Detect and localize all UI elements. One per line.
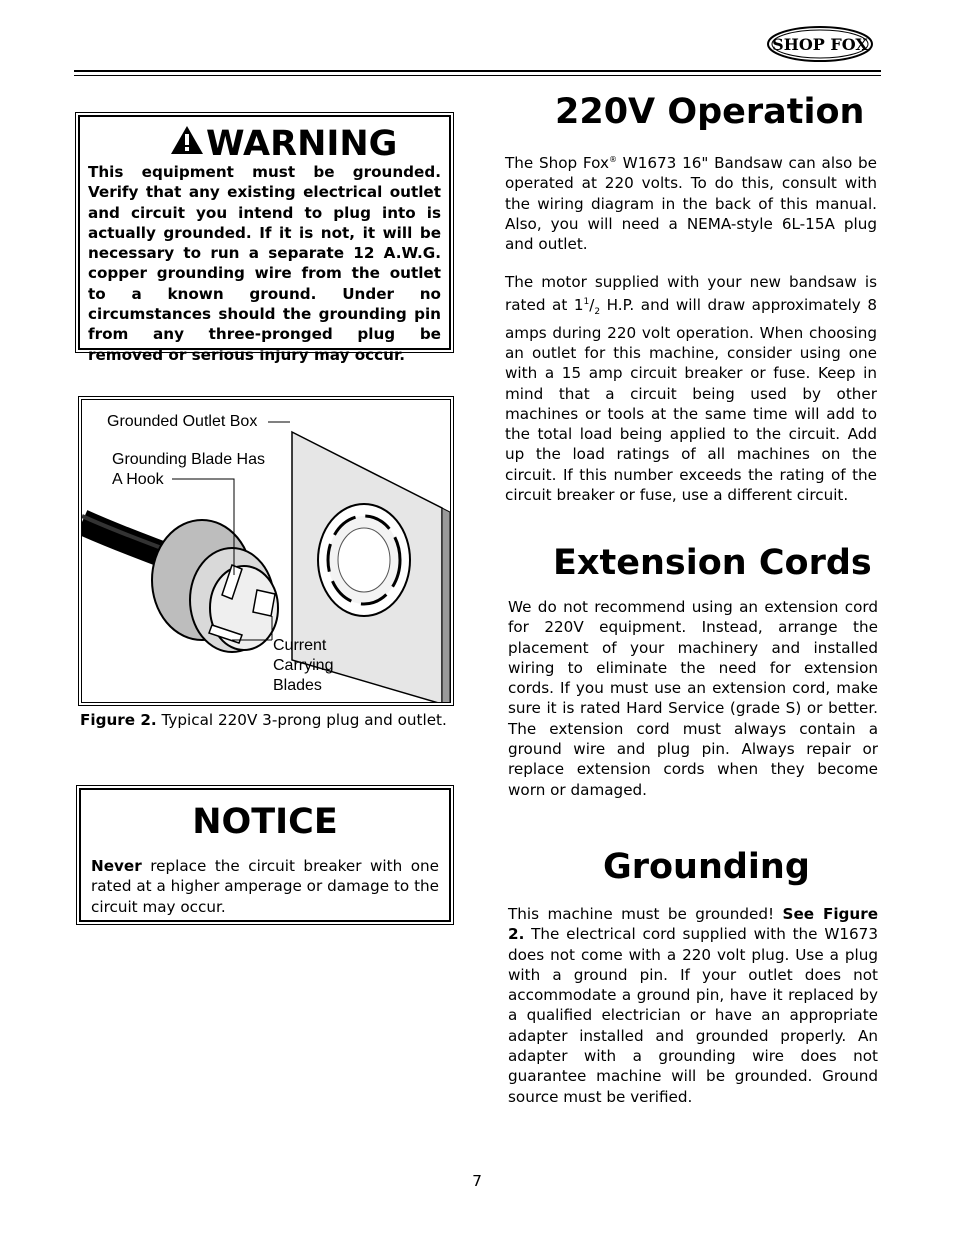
label-outlet-box: Grounded Outlet Box [107,413,258,430]
operation-para-2-b: H.P. and will draw approximately 8 amps during 220 volt operation. When choosing an outlet for this machine, consider using one with a 15 amp circuit breaker or fuse. Keep in mind that a circuit being used by other machines or tools at the same time will add to the total load being applied to the circuit. Add up the load ratings of all machines on the circuit. If this number exceeds the rating of the circuit breaker or fuse, use a different circuit. [505,296,877,505]
figure-reference: See Figure 2. [508,905,878,944]
operation-heading: 220V Operation [555,92,865,132]
operation-para-2: The motor supplied with your new bandsaw is rated at $1^1/_2$ H.P. and will draw approximately 8 amps during 220 volt operation. When choosing an outlet for this machine, consider using one with a 15 amp circuit breaker or fuse. Keep in mind that a circuit being used by other machines or tools at the same time will add to the total load being applied to the circuit. Add up the load ratings of all machines on the circuit. If this number exceeds the rating of the circuit breaker or fuse, use a different circuit. [505,273,877,505]
label-blades-1: Current [273,637,327,654]
grounding-para [508,904,878,1107]
label-hook-2: A Hook [112,471,164,488]
warning-title: WARNING [206,124,398,164]
logo-text: SHOP FOX [772,35,868,54]
notice-box [76,785,454,925]
grounding-heading: Grounding [603,847,810,887]
operation-para-1-b: W1673 16" Bandsaw can also be operated at 220 volts. To do this, consult with the wiring diagram in the back of this manual. Also, you will need a NEMA-style 6L-15A plug and outlet. [505,154,877,254]
notice-text [91,856,439,917]
label-blades-3: Blades [273,677,322,694]
notice-body: replace the circuit breaker with one rated at a higher amperage or damage to the circuit may occur. [91,857,439,916]
fraction-denominator: 2 [594,307,601,318]
shop-fox-logo [766,22,874,66]
header-rule-thin [74,75,881,76]
warning-box [75,112,454,364]
label-hook-1: Grounding Blade Has [112,451,265,468]
figure-caption-text: Typical 220V 3-prong plug and outlet. [156,711,447,729]
operation-para-1-a: The Shop Fox [505,154,609,173]
page-number: 7 [472,1172,482,1190]
notice-title: NOTICE [192,802,338,842]
grounding-para-a: This machine must be grounded! [508,905,783,923]
label-blades-2: Carrying [273,657,334,674]
figure-caption [80,710,447,730]
extension-heading: Extension Cords [553,543,872,583]
fraction-numerator: 1 [583,297,590,308]
plug-outlet-illustration [82,400,451,703]
extension-para: We do not recommend using an extension cord for 220V equipment. Instead, arrange the placement of your machinery and installed wiring to eliminate the need for extension cords. If you must use an extension cord, make sure it is rated Hard Service (grade S) or better. The extension cord must always contain a ground wire and plug pin. Always repair or replace extension cords when they become worn or damaged. [508,598,878,799]
figure-box [78,396,454,706]
warning-heading [170,123,397,165]
operation-para-2-a: The motor supplied with your new bandsaw is rated at 1 [505,273,877,315]
registered-mark: ® [608,155,617,164]
warning-triangle-icon [170,124,204,164]
operation-para-1 [505,150,877,255]
header-rule [74,70,881,72]
grounding-para-b: The electrical cord supplied with the W1673 does not come with a 220 volt plug. Use a plug with a ground pin. If your outlet does not accommodate a ground pin, have it replaced by a qualified electrician or have an appropriate adapter installed and grounded properly. An adapter with a grounding wire does not guarantee machine will be grounded. Ground source must be verified. [508,925,878,1106]
warning-text: This equipment must be grounded. Verify that any existing electrical outlet and circuit you intend to plug into is actually grounded. If it is not, it will be necessary to run a separate 12 A.W.G. copper grounding wire from the outlet to a known ground. Under no circumstances should the grounding pin from any three-pronged plug be removed or serious injury may occur. [88,163,441,364]
notice-lead: Never [91,857,142,875]
figure-caption-label: Figure 2. [80,711,157,729]
